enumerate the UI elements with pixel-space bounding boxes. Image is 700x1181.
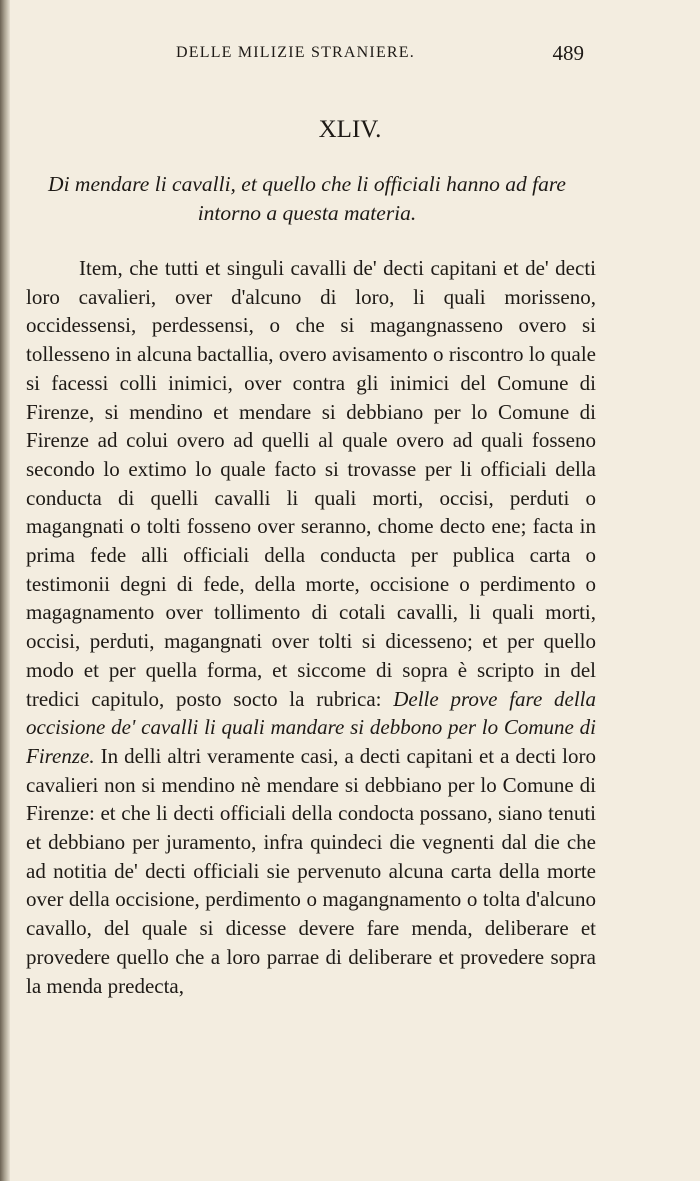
paragraph-text-after-rubric: In delli altri veramente casi, a decti capitani et a decti loro cavalieri non si mendino nè mendare si debbiano per lo Comune di Firenze: et che li decti officiali della condocta possano, siano tenuti et debbiano per juramento, infra quindeci die vegnenti dal die che ad notitia de' decti officiali sie pervenuto alcuna carta della morte over della occisione, perdimento o magangnamento o tolta d'alcuno cavallo, del quale si dicesse devere fare menda, deliberare et provedere quello che a loro parrae di deliberare et provedere sopra la menda predecta, xyxy=(26,743,596,998)
page-binding-edge xyxy=(0,0,10,1181)
running-title: DELLE MILIZIE STRANIERE. xyxy=(176,44,415,61)
body-text xyxy=(26,254,596,1000)
running-head xyxy=(176,41,584,70)
body-paragraph xyxy=(26,254,596,1000)
chapter-number: XLIV. xyxy=(318,116,382,143)
rubric-title: Delle prove fare della occisione de' cavalli li quali mandare si debbono per lo Comune di Firenze. xyxy=(26,686,596,768)
paragraph-text-before-rubric: Item, che tutti et singuli cavalli de' decti capitani et de' decti loro cavalieri, over d'alcuno di loro, li quali morisseno, occidessensi, perdessensi, o che si magangnasseno overo si tollesseno in alcuna bactallia, overo avisamento o riscontro lo quale si facessi colli inimici, over contra gli inimici del Comune di Firenze, si mendino et mendare si debbiano per lo Comune di Firenze ad colui overo ad quelli al quale overo ad quali fosseno secondo lo extimo lo quale facto si trovasse per li officiali della conducta di quelli cavalli li quali morti, occisi, perduti o magangnati o tolti fosseno over seranno, chome decto ene; facta in prima fede alli officiali della conducta per publica carta o testimonii degni di fede, della morte, occisione o perdimento o magagnamento over tollimento di cotali cavalli, li quali morti, occisi, perduti, magangnati over tolti si dicesseno; et per quello modo et per quella forma, et siccome di sopra è scripto in del tredici capitulo, posto socto la rubrica: xyxy=(26,256,596,711)
page-number: 489 xyxy=(552,41,584,65)
chapter-title: Di mendare li cavalli, et quello che li officiali hanno ad fare intorno a questa materia. xyxy=(48,172,566,225)
